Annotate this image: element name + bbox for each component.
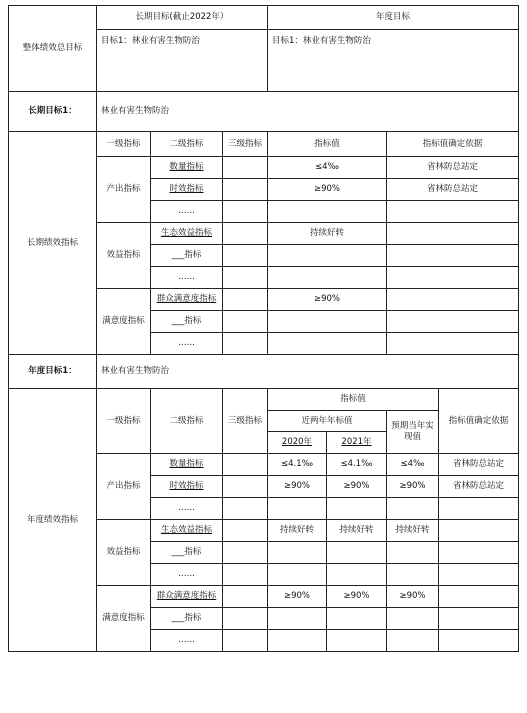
an-level2-cell: 时效指标 [151,476,223,498]
an-basis-cell [439,608,519,630]
an-level3-cell [223,586,268,608]
lt-group-benefit: 效益指标 [97,223,151,289]
long-term-goal-text: 林业有害生物防治 [97,92,519,132]
an-level3-cell [223,608,268,630]
an-header-value: 指标值 [268,389,439,411]
lt-basis-cell: 省林防总站定 [387,157,519,179]
an-expected-cell [387,564,439,586]
an-2020-cell: ≥90% [268,476,327,498]
an-2021-cell [327,630,387,652]
an-level3-cell [223,520,268,542]
lt-basis-cell [387,201,519,223]
an-header-2021: 2021年 [327,432,387,454]
lt-level3-cell [223,289,268,311]
lt-level2-cell: 生态效益指标 [151,223,223,245]
an-basis-cell [439,498,519,520]
an-expected-cell [387,498,439,520]
an-level2-cell: ___指标 [151,608,223,630]
lt-group-output: 产出指标 [97,157,151,223]
lt-value-cell [268,311,387,333]
an-level3-cell [223,630,268,652]
lt-group-satisfaction: 满意度指标 [97,289,151,355]
an-2021-cell [327,542,387,564]
lt-value-cell [268,333,387,355]
lt-level3-cell [223,245,268,267]
an-level2-cell: 生态效益指标 [151,520,223,542]
long-term-goal-label: 长期目标1： [9,92,97,132]
lt-header-level3: 三级指标 [223,132,268,157]
an-expected-cell [387,608,439,630]
lt-value-cell: 持续好转 [268,223,387,245]
an-group-output: 产出指标 [97,454,151,520]
an-header-level1: 一级指标 [97,389,151,454]
an-level2-cell: …… [151,498,223,520]
an-group-benefit: 效益指标 [97,520,151,586]
lt-level2-cell: …… [151,201,223,223]
lt-level2-cell: 时效指标 [151,179,223,201]
annual-goal-text: 林业有害生物防治 [97,355,519,389]
overall-row-label: 整体绩效总目标 [9,6,97,92]
an-basis-cell: 省林防总站定 [439,476,519,498]
lt-value-cell: ≤4‰ [268,157,387,179]
lt-value-cell [268,201,387,223]
lt-basis-cell [387,289,519,311]
an-2021-cell: ≤4.1‰ [327,454,387,476]
an-level3-cell [223,454,268,476]
an-group-satisfaction: 满意度指标 [97,586,151,652]
an-2021-cell: 持续好转 [327,520,387,542]
an-expected-cell [387,630,439,652]
lt-level3-cell [223,223,268,245]
an-header-basis: 指标值确定依据 [439,389,519,454]
an-level3-cell [223,498,268,520]
lt-value-cell [268,245,387,267]
lt-header-level1: 一级指标 [97,132,151,157]
annual-section-label: 年度绩效指标 [9,389,97,652]
an-header-level2: 二级指标 [151,389,223,454]
lt-basis-cell [387,333,519,355]
an-2020-cell [268,542,327,564]
an-2020-cell [268,564,327,586]
lt-value-cell [268,267,387,289]
performance-target-table [8,5,519,652]
annual-header: 年度目标 [268,6,519,30]
lt-value-cell: ≥90% [268,179,387,201]
an-level2-cell: ___指标 [151,542,223,564]
lt-level3-cell [223,201,268,223]
an-level3-cell [223,564,268,586]
an-2021-cell: ≥90% [327,586,387,608]
an-level3-cell [223,476,268,498]
an-basis-cell: 省林防总站定 [439,454,519,476]
lt-level3-cell [223,267,268,289]
an-header-2020: 2020年 [268,432,327,454]
lt-basis-cell [387,223,519,245]
an-basis-cell [439,542,519,564]
lt-level2-cell: 群众满意度指标 [151,289,223,311]
lt-basis-cell [387,311,519,333]
lt-level2-cell: ___指标 [151,311,223,333]
an-basis-cell [439,564,519,586]
lt-level3-cell [223,179,268,201]
an-expected-cell: ≥90% [387,476,439,498]
lt-level2-cell: 数量指标 [151,157,223,179]
lt-level2-cell: …… [151,267,223,289]
lt-header-basis: 指标值确定依据 [387,132,519,157]
an-2020-cell [268,498,327,520]
an-expected-cell [387,542,439,564]
an-2020-cell [268,608,327,630]
long-term-section-label: 长期绩效指标 [9,132,97,355]
lt-header-value: 指标值 [268,132,387,157]
annual-target-text: 目标1：林业有害生物防治 [268,30,519,92]
lt-basis-cell [387,267,519,289]
an-basis-cell [439,630,519,652]
an-level2-cell: …… [151,630,223,652]
an-basis-cell [439,586,519,608]
an-header-expected: 预期当年实现值 [387,411,439,454]
long-term-header: 长期目标(截止2022年） [97,6,268,30]
an-2020-cell: ≤4.1‰ [268,454,327,476]
an-expected-cell: 持续好转 [387,520,439,542]
an-2020-cell: 持续好转 [268,520,327,542]
lt-level3-cell [223,157,268,179]
an-2021-cell: ≥90% [327,476,387,498]
an-2020-cell: ≥90% [268,586,327,608]
an-header-past-two-years: 近两年年标值 [268,411,387,432]
an-level2-cell: 群众满意度指标 [151,586,223,608]
lt-level3-cell [223,333,268,355]
lt-basis-cell: 省林防总站定 [387,179,519,201]
an-level3-cell [223,542,268,564]
an-level2-cell: 数量指标 [151,454,223,476]
an-2021-cell [327,498,387,520]
an-2021-cell [327,564,387,586]
an-level2-cell: …… [151,564,223,586]
an-expected-cell: ≥90% [387,586,439,608]
long-term-target-text: 目标1：林业有害生物防治 [97,30,268,92]
an-2021-cell [327,608,387,630]
lt-level2-cell: ___指标 [151,245,223,267]
an-header-level3: 三级指标 [223,389,268,454]
an-basis-cell [439,520,519,542]
lt-value-cell: ≥90% [268,289,387,311]
lt-header-level2: 二级指标 [151,132,223,157]
an-expected-cell: ≤4‰ [387,454,439,476]
annual-goal-label: 年度目标1： [9,355,97,389]
lt-basis-cell [387,245,519,267]
an-2020-cell [268,630,327,652]
lt-level2-cell: …… [151,333,223,355]
lt-level3-cell [223,311,268,333]
